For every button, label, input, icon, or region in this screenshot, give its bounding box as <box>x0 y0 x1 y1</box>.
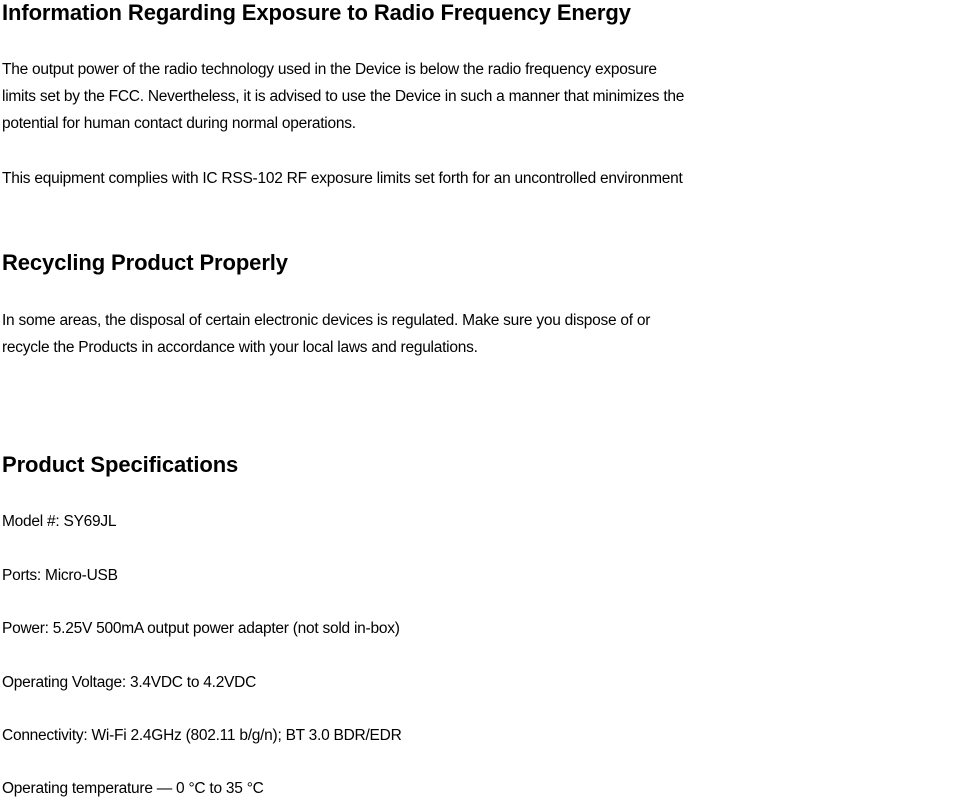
spec-connectivity: Connectivity: Wi-Fi 2.4GHz (802.11 b/g/n); BT 3.0 BDR/EDR <box>2 727 402 744</box>
paragraph-line: In some areas, the disposal of certain electronic devices is regulated. Make sure you dispose of or <box>2 312 651 329</box>
spec-model: Model #: SY69JL <box>2 513 117 530</box>
spec-operating-temperature: Operating temperature — 0 °C to 35 °C <box>2 780 264 797</box>
paragraph-line: The output power of the radio technology used in the Device is below the radio frequency exposure <box>2 61 657 78</box>
spec-operating-voltage: Operating Voltage: 3.4VDC to 4.2VDC <box>2 674 257 691</box>
ic-compliance-paragraph: This equipment complies with IC RSS-102 RF exposure limits set forth for an uncontrolled environment <box>2 170 683 187</box>
spec-ports: Ports: Micro-USB <box>2 567 118 584</box>
rf-exposure-paragraph <box>2 56 684 137</box>
recycling-heading: Recycling Product Properly <box>2 250 288 275</box>
rf-exposure-heading: Information Regarding Exposure to Radio Frequency Energy <box>2 0 631 25</box>
paragraph-line: limits set by the FCC. Nevertheless, it is advised to use the Device in such a manner that minimizes the <box>2 88 685 105</box>
paragraph-line: recycle the Products in accordance with your local laws and regulations. <box>2 339 478 356</box>
recycling-paragraph <box>2 307 650 361</box>
product-specifications-heading: Product Specifications <box>2 452 239 477</box>
paragraph-line: potential for human contact during normal operations. <box>2 115 356 132</box>
spec-power: Power: 5.25V 500mA output power adapter (not sold in-box) <box>2 620 400 637</box>
